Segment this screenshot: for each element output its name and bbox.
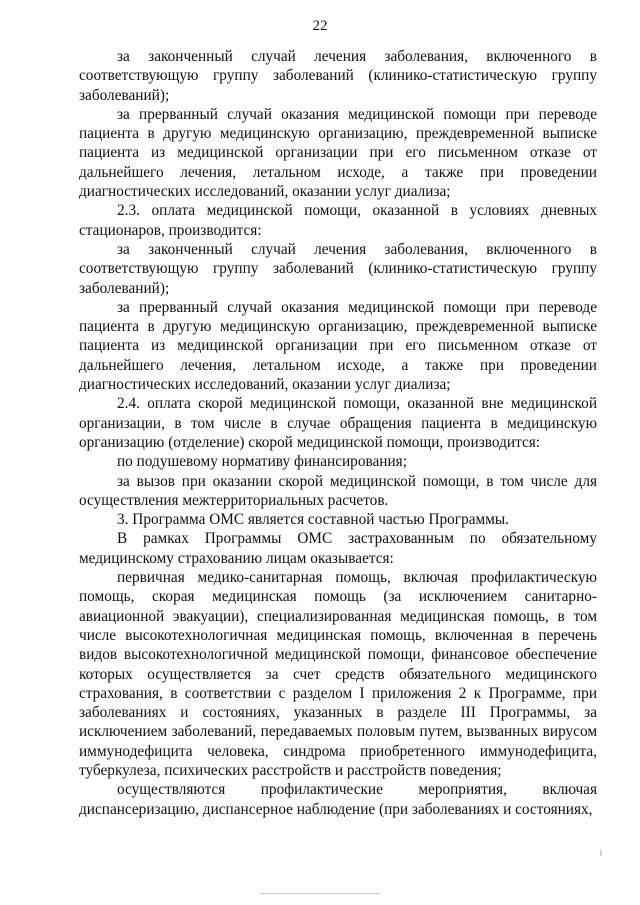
paragraph: за вызов при оказании скорой медицинской помощи, в том числе для осуществления межтерриториальных расчетов. (79, 472, 597, 509)
page-number: 22 (312, 18, 328, 34)
paragraph: за прерванный случай оказания медицинской помощи при переводе пациента в другую медицинскую организацию, преждевременной выписке пациента из медицинской организации при его письменном отказе от дальнейшего лечения, летальном исходе, а также при проведении диагностических исследований, оказании услуг диализа; (79, 298, 597, 394)
paragraph: 2.4. оплата скорой медицинской помощи, оказанной вне медицинской организации, в том числе в случае обращения пациента в медицинскую организацию (отделение) скорой медицинской помощи, производится: (79, 395, 597, 451)
paragraph: 2.3. оплата медицинской помощи, оказанной в условиях дневных стационаров, производится: (79, 202, 597, 239)
paragraph: 3. Программа ОМС является составной частью Программы. (117, 511, 509, 529)
paragraph: за законченный случай лечения заболевания, включенного в соответствующую группу заболеваний (клинико-статистическую группу заболеваний); (79, 48, 597, 104)
paragraph: первичная медико-санитарная помощь, включая профилактическую помощь, скорая медицинская помощь (за исключением санитарно-авиационной эвакуации), специализированная медицинская помощь, в том числе высокотехнологичная медицинская помощь, включенная в перечень видов высокотехнологичной медицинской помощи, финансовое обеспечение которых осуществляется за счет средств обязательного медицинского страхования, в соответствии с разделом I приложения 2 к Программе, при заболеваниях и состояниях, указанных в разделе III Программы, за исключением заболеваний, передаваемых половым путем, вызванных вирусом иммунодефицита человека, синдрома приобретенного иммунодефицита, туберкулеза, психических расстройств и расстройств поведения; (79, 569, 597, 779)
scan-artifact-line (260, 893, 380, 894)
paragraph: за прерванный случай оказания медицинской помощи при переводе пациента в другую медицинскую организацию, преждевременной выписке пациента из медицинской организации при его письменном отказе от дальнейшего лечения, летальном исходе, а также при проведении диагностических исследований, оказании услуг диализа; (79, 105, 597, 201)
paragraph: В рамках Программы ОМС застрахованным по обязательному медицинскому страхованию лицам оказывается: (79, 530, 597, 567)
paragraph: осуществляются профилактические мероприятия, включая диспансеризацию, диспансерное наблюдение (при заболеваниях и состояниях, (79, 781, 597, 818)
paragraph: по подушевому нормативу финансирования; (117, 453, 407, 471)
scan-artifact-mark (600, 850, 602, 856)
document-body (79, 47, 597, 819)
paragraph: за законченный случай лечения заболевания, включенного в соответствующую группу заболеваний (клинико-статистическую группу заболеваний); (79, 240, 597, 297)
